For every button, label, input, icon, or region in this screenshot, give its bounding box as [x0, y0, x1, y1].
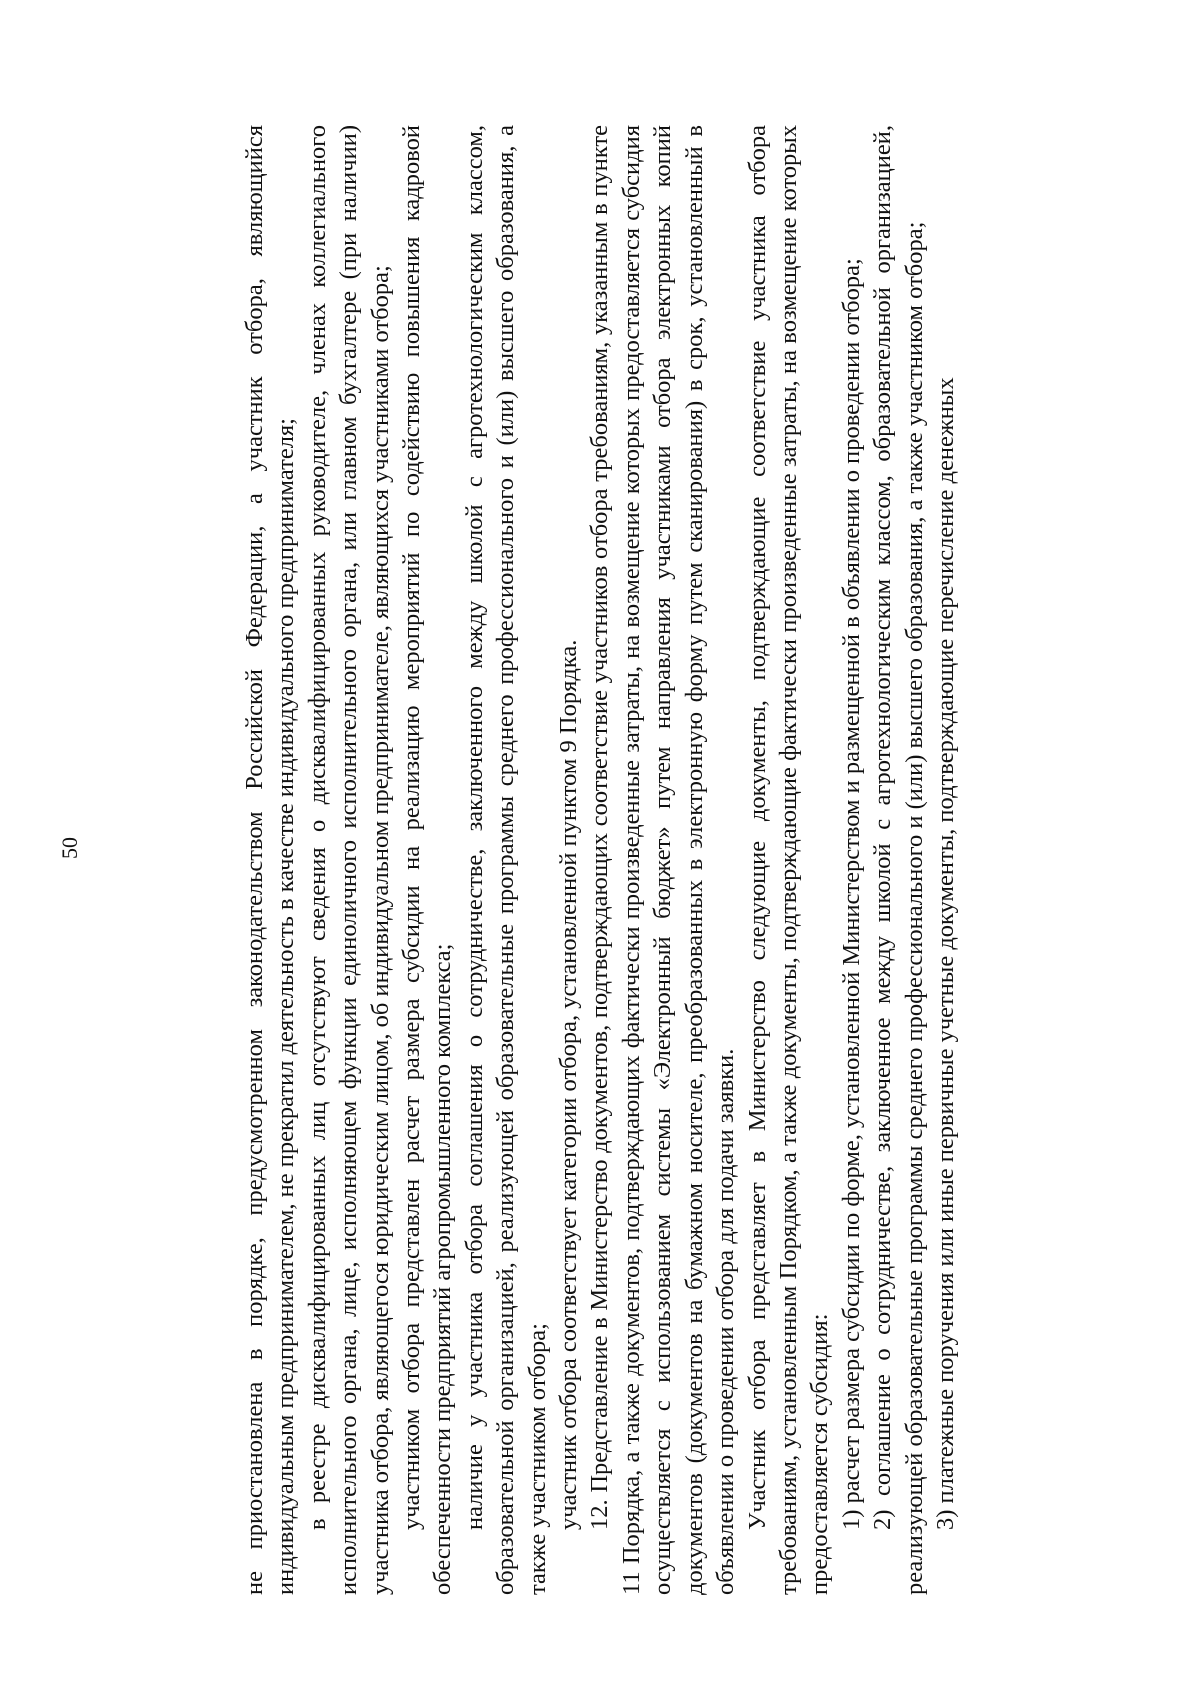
paragraph-7: Участник отбора представляет в Министерство следующие документы, подтверждающие соответствие участника отбора требованиям, установленным Порядком, а также документы, подтверждающие фактически произведенные затраты, на возмещение которых предоставляется субсидия: [743, 125, 834, 1595]
paragraph-2: в реестре дисквалифицированных лиц отсутствуют сведения о дисквалифицированных руководителе, членах коллегиального исполнительного органа, лице, исполняющем функции единоличного исполнительного органа, или главном бухгалтере (при наличии) участника отбора, являющегося юридическим лицом, об индивидуальном предпринимателе, являющихся участниками отбора; [303, 125, 394, 1595]
paragraph-1: не приостановлена в порядке, предусмотренном законодательством Российской Федерации, а участник отбора, являющийся индивидуальным предпринимателем, не прекратил деятельность в качестве индивидуального предпринимателя; [240, 125, 300, 1595]
rotated-content [239, 125, 961, 1595]
paragraph-9: 2) соглашение о сотрудничестве, заключенное между школой с агротехнологическим классом, образовательной организацией, реализующей образовательные программы среднего профессионального и (или) высшего образования, а также участником отбора; [868, 125, 928, 1595]
paragraph-8: 1) расчет размера субсидии по форме, установленной Министерством и размещенной в объявлении о проведении отбора; [837, 258, 865, 1530]
page-number: 50 [57, 837, 82, 859]
paragraph-3: участником отбора представлен расчет размера субсидии на реализацию мероприятий по содействию повышения кадровой обеспеченности предприятий агропромышленного комплекса; [397, 125, 457, 1595]
paragraph-4: наличие у участника отбора соглашения о сотрудничестве, заключенного между школой с агротехнологическим классом, образовательной организацией, реализующей образовательные программы среднего профессионального и (или) высшего образования, а также участником отбора; [460, 125, 551, 1595]
paragraph-6: 12. Представление в Министерство документов, подтверждающих соответствие участников отбора требованиям, указанным в пункте 11 Порядка, а также документов, подтверждающих фактически произведенные затраты, на возмещение которых предоставляется субсидия осуществляется с использованием системы «Электронный бюджет» путем направления участниками отбора электронных копий документов (документов на бумажном носителе, преобразованных в электронную форму путем сканирования) в срок, установленный в объявлении о проведении отбора для подачи заявки. [586, 125, 739, 1595]
paragraph-5: участник отбора соответствует категории отбора, установленной пунктом 9 Порядка. [554, 639, 582, 1530]
document-body [239, 125, 961, 1595]
paragraph-10: 3) платежные поручения или иные первичные учетные документы, подтверждающие перечисление денежных [931, 377, 959, 1530]
